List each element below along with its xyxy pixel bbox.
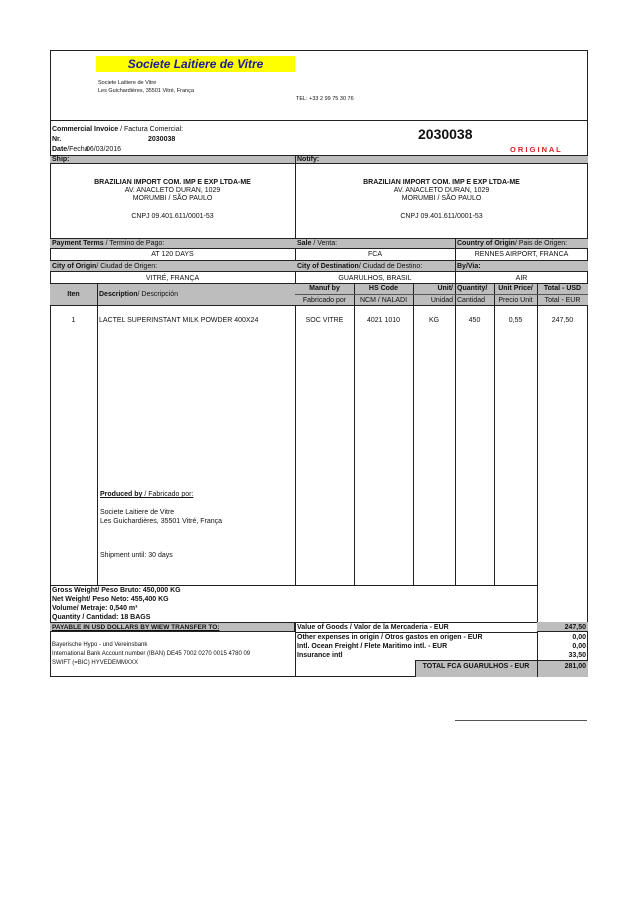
city-origin-label: City of Origin/ Ciudad de Origen: bbox=[52, 263, 158, 270]
gross-weight: Gross Weight/ Peso Bruto: 450,000 KG bbox=[52, 587, 181, 594]
item-total: 247,50 bbox=[551, 317, 574, 324]
notify-label: Notify: bbox=[297, 156, 320, 163]
bank-name: Bayerische Hypo - und Vereinsbank bbox=[52, 642, 148, 648]
city-origin-value: VITRÉ, FRANÇA bbox=[145, 275, 200, 282]
other-expenses-label: Other expenses in origin / Otros gastos en origen - EUR bbox=[297, 634, 483, 641]
col-description: Description/ Descripción bbox=[99, 291, 178, 298]
volume: Volume/ Metraje: 0,540 m³ bbox=[52, 605, 138, 612]
col-hs: HS Code bbox=[368, 285, 399, 292]
notify-name: BRAZILIAN IMPORT COM. IMP E EXP LTDA-ME bbox=[363, 179, 520, 186]
invoice-border bbox=[50, 50, 588, 677]
ship-addr2: MORUMBI / SÃO PAULO bbox=[132, 195, 213, 202]
col-hs-es: NCM / NALADI bbox=[359, 297, 408, 304]
ship-addr1: AV. ANACLETO DURAN, 1029 bbox=[124, 187, 221, 194]
col-unit: Unit/ bbox=[437, 285, 453, 292]
date-value: 06/03/2016 bbox=[86, 146, 122, 153]
bank-header: PAYABLE IN USD DOLLARS BY WIEW TRANSFER TO: bbox=[50, 622, 295, 632]
produced-line1: Societe Laitiere de Vitre bbox=[100, 509, 175, 516]
col-price: Unit Price/ bbox=[498, 285, 533, 292]
via-label: By/Via: bbox=[457, 263, 481, 270]
col-qty-es: Cantidad bbox=[457, 297, 486, 304]
item-unit: KG bbox=[428, 317, 440, 324]
company-line2: Les Guichardières, 35501 Vitré, França bbox=[98, 88, 194, 94]
company-tel: TEL: +33 2 99 75 30 76 bbox=[296, 96, 354, 102]
bank-iban: International Bank Account number (IBAN) DE45 7002 0270 0015 4780 09 bbox=[52, 651, 251, 657]
item-number: 1 bbox=[71, 317, 76, 324]
col-manuf: Manuf by bbox=[309, 285, 340, 292]
net-weight: Net Weight/ Peso Neto: 455,400 KG bbox=[52, 596, 169, 603]
country-origin-label: Country of Origin/ Pais de Origen: bbox=[457, 240, 568, 247]
col-total: Total - USD bbox=[543, 285, 582, 292]
value-goods-amount: 247,50 bbox=[564, 624, 586, 631]
other-expenses-amount: 0,00 bbox=[572, 634, 586, 641]
invoice-label: Commercial Invoice / Factura Comercial: bbox=[52, 126, 184, 133]
sale-label: Sale / Venta: bbox=[297, 240, 338, 247]
grand-total-label: TOTAL FCA GUARULHOS - EUR bbox=[422, 663, 530, 670]
date-label: Date/Fecha bbox=[52, 146, 89, 153]
freight-amount: 0,00 bbox=[572, 643, 586, 650]
signature-line bbox=[455, 720, 587, 721]
item-manuf: SOC VITRE bbox=[305, 317, 344, 324]
company-line1: Societe Laitiere de Vitre bbox=[98, 80, 157, 86]
col-total-eur: Total - EUR bbox=[544, 297, 581, 304]
insurance-label: Insurance intl bbox=[297, 652, 343, 659]
country-origin-value: RENNES AIRPORT, FRANCA bbox=[474, 251, 569, 258]
nr-label: Nr. bbox=[52, 136, 62, 143]
city-destination-label: City of Destination/ Ciudad de Destino: bbox=[297, 263, 423, 270]
item-price: 0,55 bbox=[508, 317, 523, 324]
col-unit-es: Unidad bbox=[430, 297, 453, 304]
nr-value: 2030038 bbox=[148, 136, 176, 143]
item-description: LACTEL SUPERINSTANT MILK POWDER 400X24 bbox=[99, 317, 259, 324]
payment-terms-label: Payment Terms / Termino de Pago: bbox=[52, 240, 165, 247]
invoice-number-big: 2030038 bbox=[418, 126, 473, 142]
ship-cnpj: CNPJ 09.401.611/0001-53 bbox=[131, 213, 214, 220]
bank-swift: SWIFT (=BIC) HYVEDEMMXXX bbox=[52, 660, 139, 666]
insurance-amount: 33,50 bbox=[568, 652, 586, 659]
col-price-es: Precio Unit bbox=[498, 297, 533, 304]
shipment-until: Shipment until: 30 days bbox=[100, 552, 173, 559]
col-qty: Quantity/ bbox=[457, 285, 488, 292]
original-mark: O R I G I N A L bbox=[510, 145, 561, 154]
notify-cnpj: CNPJ 09.401.611/0001-53 bbox=[400, 213, 483, 220]
notify-addr1: AV. ANACLETO DURAN, 1029 bbox=[393, 187, 490, 194]
freight-label: Intl. Ocean Freight / Flete Maritimo intl. - EUR bbox=[297, 643, 448, 650]
notify-addr2: MORUMBI / SÃO PAULO bbox=[401, 195, 482, 202]
payment-terms-value: AT 120 DAYS bbox=[151, 251, 194, 258]
col-item: Iten bbox=[67, 291, 80, 298]
produced-line2: Les Guichardières, 35501 Vitré, França bbox=[100, 518, 223, 525]
via-value: AIR bbox=[515, 275, 528, 282]
item-hs: 4021 1010 bbox=[366, 317, 401, 324]
sale-value: FCA bbox=[368, 251, 382, 258]
produced-by-label: Produced by / Fabricado por: bbox=[100, 491, 194, 498]
item-qty: 450 bbox=[468, 317, 481, 324]
company-logo-name: Societe Laitiere de Vitre bbox=[96, 56, 295, 72]
city-destination-value: GUARULHOS, BRASIL bbox=[338, 275, 412, 282]
ship-label: Ship: bbox=[52, 156, 70, 163]
quantity: Quantity / Cantidad: 18 BAGS bbox=[52, 614, 151, 621]
col-manuf-es: Fabricado por bbox=[302, 297, 347, 304]
value-goods-label: Value of Goods / Valor de la Mercaderia - EUR bbox=[297, 624, 449, 631]
ship-name: BRAZILIAN IMPORT COM. IMP E EXP LTDA-ME bbox=[94, 179, 251, 186]
grand-total-amount: 281,00 bbox=[564, 663, 586, 670]
